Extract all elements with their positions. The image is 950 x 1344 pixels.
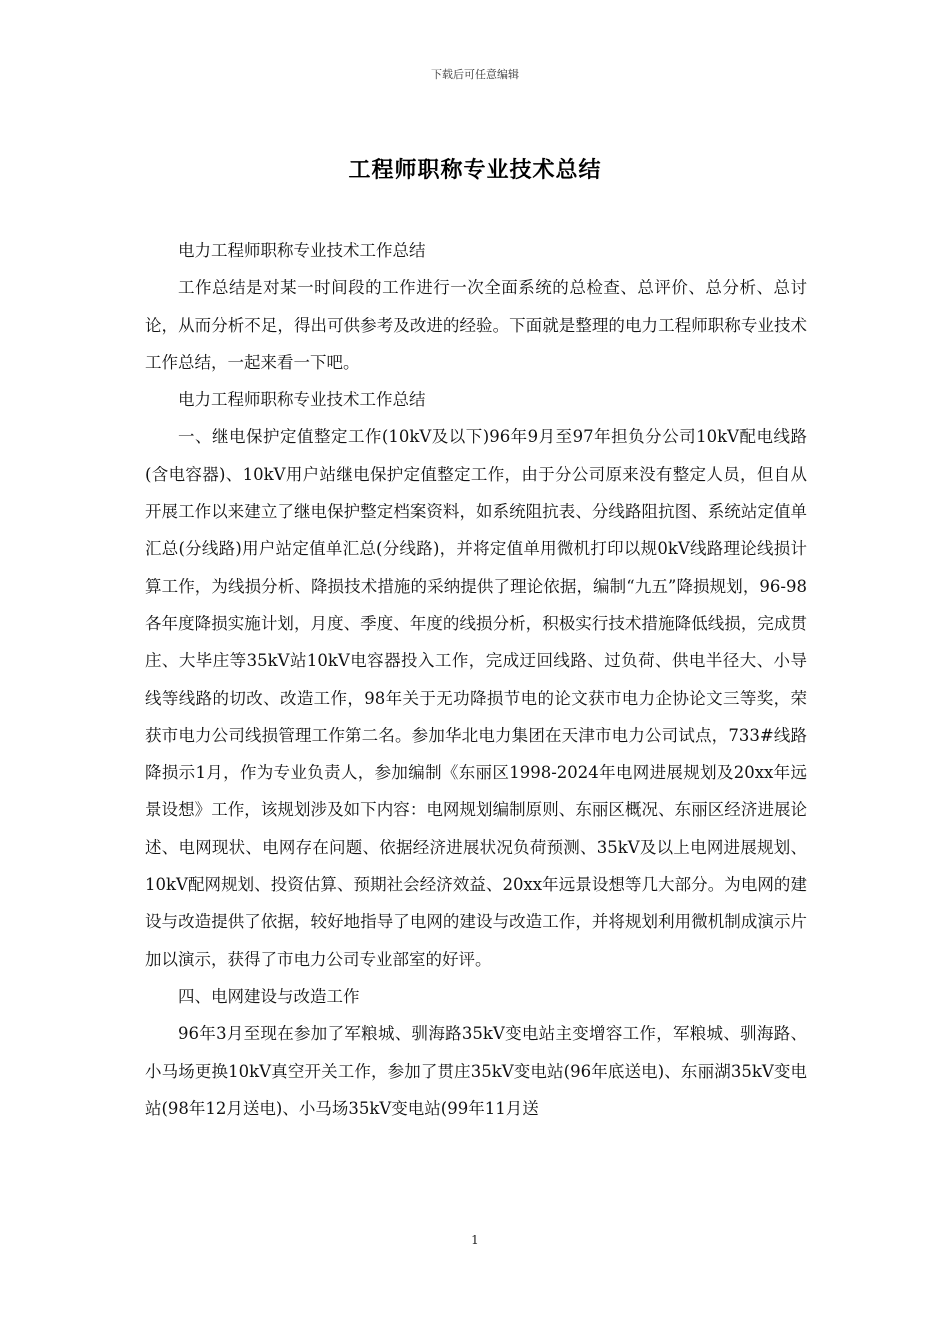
document-body [145,232,807,1127]
document-title: 工程师职称专业技术总结 [348,158,602,183]
paragraph-section-four-body: 96年3月至现在参加了军粮城、驯海路35kV变电站主变增容工作，军粮城、驯海路、小马场更换10kV真空开关工作，参加了贯庄35kV变电站(96年底送电)、东丽湖35kV变电站(98年12月送电)、小马场35kV变电站(99年11月送 [145,1024,807,1118]
paragraph-section-four-heading: 四、电网建设与改造工作 [178,986,360,1006]
paragraph-intro: 工作总结是对某一时间段的工作进行一次全面系统的总检查、总评价、总分析、总讨论，从而分析不足，得出可供参考及改进的经验。下面就是整理的电力工程师职称专业技术工作总结，一起来看一下吧。 [145,278,807,372]
paragraph-subtitle: 电力工程师职称专业技术工作总结 [178,241,426,260]
paragraph-section-one: 一、继电保护定值整定工作(10kV及以下)96年9月至97年担负分公司10kV配电线路(含电容器)、10kV用户站继电保护定值整定工作，由于分公司原来没有整定人员，但自从开展工作以来建立了继电保护整定档案资料，如系统阻抗表、分线路阻抗图、系统站定值单汇总(分线路)用户站定值单汇总(分线路)，并将定值单用微机打印以规0kV线路理论线损计算工作，为线损分析、降损技术措施的采纳提供了理论依据，编制“九五”降损规划，96-98各年度降损实施计划，月度、季度、年度的线损分析，积极实行技术措施降低线损，完成贯庄、大毕庄等35kV站10kV电容器投入工作，完成迂回线路、过负荷、供电半径大、小导线等线路的切改、改造工作，98年关于无功降损节电的论文获市电力企协论文三等奖，荣获市电力公司线损管理工作第二名。参加华北电力集团在天津市电力公司试点，733#线路降损示1月，作为专业负责人，参加编制《东丽区1998-2024年电网进展规划及20xx年远景设想》工作，该规划涉及如下内容：电网规划编制原则、东丽区概况、东丽区经济进展论述、电网现状、电网存在问题、依据经济进展状况负荷预测、35kV及以上电网进展规划、10kV配网规划、投资估算、预期社会经济效益、20xx年远景设想等几大部分。为电网的建设与改造提供了依据，较好地指导了电网的建设与改造工作，并将规划利用微机制成演示片加以演示，获得了市电力公司专业部室的好评。 [145,427,807,969]
paragraph-subtitle-repeat: 电力工程师职称专业技术工作总结 [178,390,426,410]
header-note: 下载后可任意编辑 [431,68,519,81]
page-number: 1 [471,1233,479,1247]
